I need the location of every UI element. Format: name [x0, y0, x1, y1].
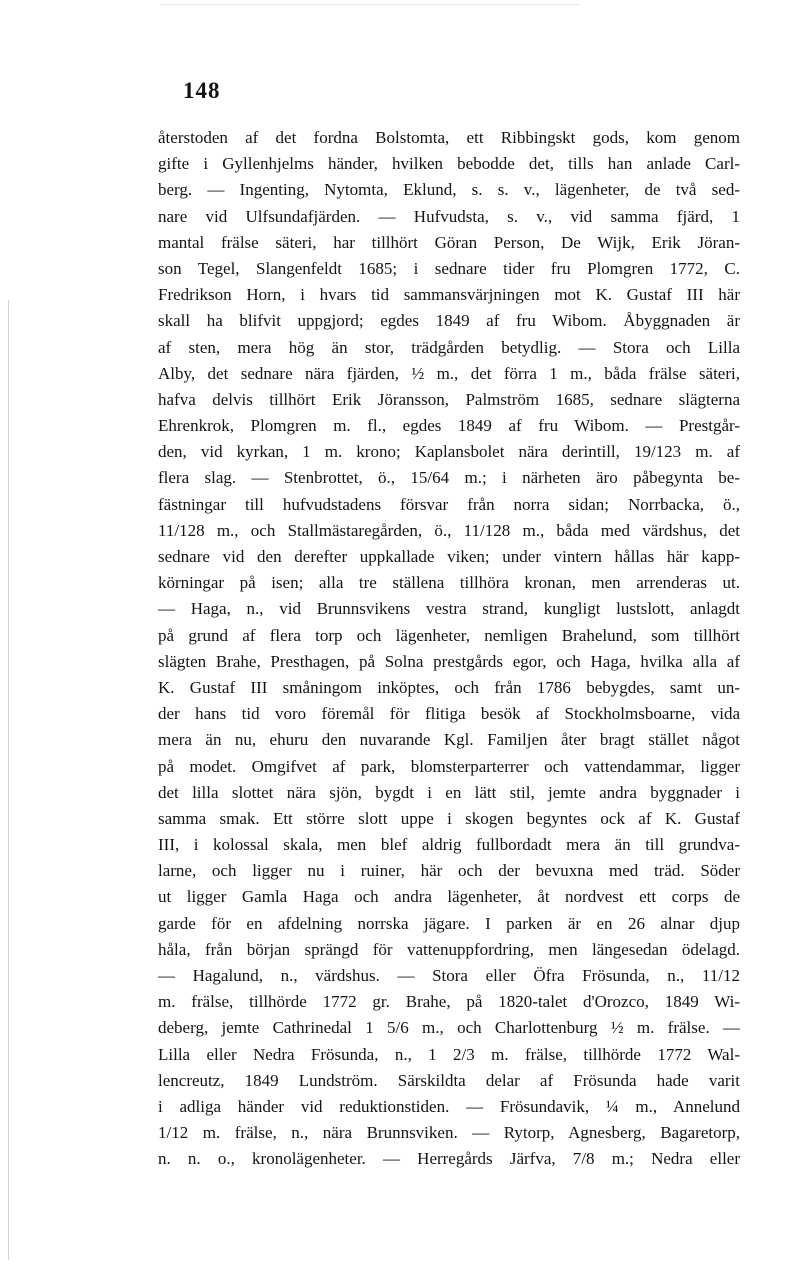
text-line: lencreutz, 1849 Lundström. Särskildta delar af Frösunda hade varit [158, 1070, 740, 1090]
text-line: på modet. Omgifvet af park, blomsterparterrer och vattendammar, ligger [158, 756, 740, 776]
text-line: 11/128 m., och Stallmästaregården, ö., 11/128 m., båda med värdshus, det [158, 520, 740, 540]
text-line: nare vid Ulfsundafjärden. — Hufvudsta, s. v., vid samma fjärd, 1 [158, 206, 740, 226]
text-line: K. Gustaf III småningom inköptes, och från 1786 bebygdes, samt un- [158, 677, 740, 697]
text-line: III, i kolossal skala, men blef aldrig fullbordadt mera än till grundva- [158, 835, 740, 855]
text-line: det lilla slottet nära sjön, bygdt i en lätt stil, jemte andra byggnader i [158, 782, 740, 802]
text-line: håla, från början sprängd för vattenuppfordring, men längesedan ödelagd. [158, 939, 740, 959]
text-line: hafva delvis tillhört Erik Jöransson, Palmström 1685, sednare slägterna [158, 389, 740, 409]
text-line: på grund af flera torp och lägenheter, nemligen Brahelund, som tillhört [158, 625, 740, 645]
text-line: deberg, jemte Cathrinedal 1 5/6 m., och Charlottenburg ½ m. frälse. — [158, 1018, 740, 1038]
text-line: mera än nu, ehuru den nuvarande Kgl. Familjen åter bragt stället något [158, 730, 740, 750]
text-line: gifte i Gyllenhjelms händer, hvilken bebodde det, tills han anlade Carl- [158, 154, 740, 174]
text-line: son Tegel, Slangenfeldt 1685; i sednare tider fru Plomgren 1772, C. [158, 258, 740, 278]
scan-edge-mark [160, 4, 580, 5]
text-line: 1/12 m. frälse, n., nära Brunnsviken. — Rytorp, Agnesberg, Bagaretorp, [158, 1123, 740, 1143]
text-line: slägten Brahe, Presthagen, på Solna prestgårds egor, och Haga, hvilka alla af [158, 651, 740, 671]
text-line: Alby, det sednare nära fjärden, ½ m., det förra 1 m., båda frälse säteri, [158, 363, 740, 383]
text-line: af sten, mera hög än stor, trädgården betydlig. — Stora och Lilla [158, 337, 740, 357]
text-line: återstoden af det fordna Bolstomta, ett Ribbingskt gods, kom genom [158, 128, 740, 147]
text-line: mantal frälse säteri, har tillhört Göran Person, De Wijk, Erik Jöran- [158, 232, 740, 252]
text-line: berg. — Ingenting, Nytomta, Eklund, s. s. v., lägenheter, de två sed- [158, 180, 740, 200]
text-line: — Hagalund, n., värdshus. — Stora eller Öfra Frösunda, n., 11/12 [158, 966, 740, 985]
text-line: Fredrikson Horn, i hvars tid sammansvärjningen mot K. Gustaf III här [158, 285, 740, 305]
text-line: fästningar till hufvudstadens försvar från norra sidan; Norrbacka, ö., [158, 494, 740, 514]
text-line: i adliga händer vid reduktionstiden. — Frösundavik, ¼ m., Annelund [158, 1096, 740, 1116]
text-line: flera slag. — Stenbrottet, ö., 15/64 m.; i närheten äro påbegynta be- [158, 468, 740, 488]
text-line: körningar på isen; alla tre ställena tillhöra kronan, men arrenderas ut. [158, 573, 740, 593]
page-number: 148 [183, 78, 221, 103]
text-line: larne, och ligger nu i ruiner, här och der bevuxna med träd. Söder [158, 861, 740, 881]
text-line: garde för en afdelning norrska jägare. I parken är en 26 alnar djup [158, 913, 740, 933]
text-line: samma smak. Ett större slott uppe i skogen begyntes ock af K. Gustaf [158, 808, 740, 828]
text-line: der hans tid voro föremål för flitiga besök af Stockholmsboarne, vida [158, 704, 740, 724]
text-line: n. n. o., kronolägenheter. — Herregårds Järfva, 7/8 m.; Nedra eller [158, 1149, 740, 1169]
text-line: skall ha blifvit uppgjord; egdes 1849 af fru Wibom. Åbyggnaden är [158, 311, 740, 331]
page-gutter-shadow [8, 300, 9, 1260]
text-line: Ehrenkrok, Plomgren m. fl., egdes 1849 af fru Wibom. — Prestgår- [158, 416, 740, 436]
text-line: — Haga, n., vid Brunnsvikens vestra strand, kungligt lustslott, anlagdt [158, 599, 740, 619]
text-line: Lilla eller Nedra Frösunda, n., 1 2/3 m. frälse, tillhörde 1772 Wal- [158, 1044, 740, 1064]
text-line: m. frälse, tillhörde 1772 gr. Brahe, på 1820-talet d'Orozco, 1849 Wi- [158, 992, 740, 1012]
text-line: ut ligger Gamla Haga och andra lägenheter, åt nordvest ett corps de [158, 887, 740, 907]
text-line: sednare vid den derefter uppkallade viken; under vintern hållas här kapp- [158, 547, 740, 566]
body-text [158, 125, 740, 1173]
text-line: den, vid kyrkan, 1 m. krono; Kaplansbolet nära derintill, 19/123 m. af [158, 442, 740, 462]
